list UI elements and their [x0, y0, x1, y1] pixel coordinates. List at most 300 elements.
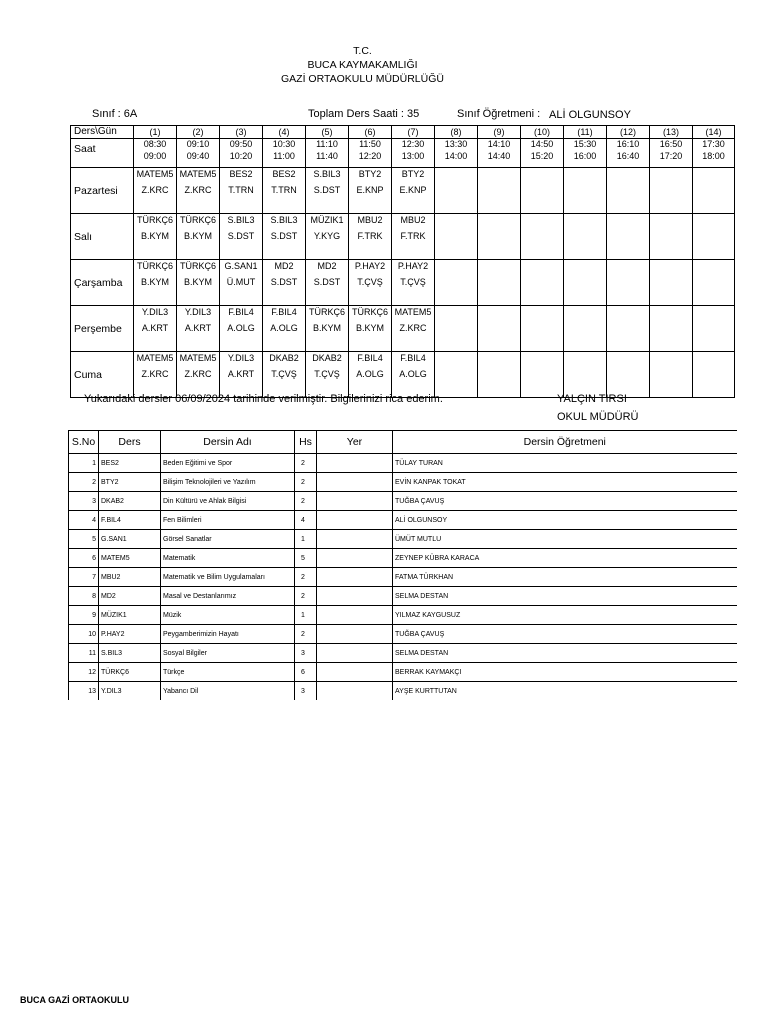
lesson-teacher: S.DST	[227, 231, 255, 241]
course-place	[317, 511, 393, 530]
lesson-cell	[564, 214, 607, 260]
course-code: BES2	[99, 454, 161, 473]
header-kaymakamlik: BUCA KAYMAKAMLIĞI	[307, 59, 418, 71]
lesson-cell	[650, 214, 693, 260]
lesson-cell	[521, 352, 564, 398]
period-time	[220, 139, 263, 168]
period-number: (10)	[521, 126, 564, 139]
lesson-cell	[607, 214, 650, 260]
lesson-cell	[693, 260, 735, 306]
lesson-cell	[693, 168, 735, 214]
lesson-cell	[392, 352, 435, 398]
period-time	[650, 139, 693, 168]
course-name: Görsel Sanatlar	[161, 530, 295, 549]
lesson-cell	[564, 352, 607, 398]
corner-cell: Ders\Gün	[71, 126, 134, 139]
lesson-cell	[134, 352, 177, 398]
course-place	[317, 530, 393, 549]
lesson-cell	[306, 352, 349, 398]
day-name: Salı	[71, 214, 134, 260]
course-teacher: FATMA TÜRKHAN	[393, 568, 737, 587]
lesson-teacher: T.ÇVŞ	[314, 369, 340, 379]
course-name: Yabancı Dil	[161, 682, 295, 701]
course-row	[69, 625, 737, 644]
header-hs: Hs	[295, 431, 317, 454]
lesson-teacher: B.KYM	[183, 231, 212, 241]
lesson-code: MATEM5	[136, 169, 174, 179]
course-name: Beden Eğitimi ve Spor	[161, 454, 295, 473]
period-end: 14:40	[487, 150, 511, 161]
lesson-teacher: A.OLG	[356, 369, 384, 379]
course-hs: 1	[295, 530, 317, 549]
lesson-teacher: T.TRN	[228, 185, 254, 195]
course-name: Matematik	[161, 549, 295, 568]
lesson-teacher: T.TRN	[271, 185, 297, 195]
period-end: 18:00	[702, 150, 725, 161]
period-end: 16:00	[573, 150, 597, 161]
course-hs: 2	[295, 587, 317, 606]
lesson-code: S.BIL3	[270, 215, 298, 225]
lesson-code: MD2	[317, 261, 337, 271]
lesson-cell	[392, 214, 435, 260]
lesson-code: MBU2	[400, 215, 426, 225]
period-number: (6)	[349, 126, 392, 139]
lesson-cell	[693, 352, 735, 398]
course-no: 10	[69, 625, 99, 644]
lesson-cell	[263, 352, 306, 398]
period-time	[564, 139, 607, 168]
lesson-cell	[435, 260, 478, 306]
lesson-teacher: T.ÇVŞ	[400, 277, 426, 287]
lesson-cell	[349, 352, 392, 398]
course-hs: 1	[295, 606, 317, 625]
period-start: 11:50	[359, 139, 381, 149]
course-place	[317, 663, 393, 682]
period-time	[392, 139, 435, 168]
period-start: 09:50	[229, 139, 253, 149]
course-row	[69, 568, 737, 587]
period-end: 09:00	[143, 150, 167, 161]
lesson-code: MATEM5	[136, 353, 174, 363]
course-list-header	[69, 431, 737, 454]
lesson-code: F.BIL4	[400, 353, 426, 363]
lesson-cell	[263, 168, 306, 214]
lesson-teacher: B.KYM	[140, 277, 169, 287]
course-place	[317, 587, 393, 606]
course-row	[69, 644, 737, 663]
lesson-teacher: Z.KRC	[184, 185, 212, 195]
header-teacher: Dersin Öğretmeni	[393, 431, 737, 454]
course-name: Masal ve Destanlarımız	[161, 587, 295, 606]
period-end: 16:40	[616, 150, 640, 161]
lesson-code: MATEM5	[394, 307, 432, 317]
lesson-teacher: A.OLG	[227, 323, 255, 333]
day-row	[71, 352, 735, 398]
lesson-code: MATEM5	[179, 169, 217, 179]
period-number: (9)	[478, 126, 521, 139]
lesson-cell	[220, 168, 263, 214]
course-no: 11	[69, 644, 99, 663]
lesson-code: Y.DIL3	[227, 353, 255, 363]
lesson-cell	[478, 260, 521, 306]
lesson-code: Y.DIL3	[184, 307, 212, 317]
lesson-cell	[177, 168, 220, 214]
course-row	[69, 663, 737, 682]
lesson-cell	[435, 168, 478, 214]
lesson-cell	[607, 352, 650, 398]
lesson-teacher: B.KYM	[312, 323, 341, 333]
course-name: Türkçe	[161, 663, 295, 682]
course-code: TÜRKÇ6	[99, 663, 161, 682]
principal-name: YALÇIN TIRSI	[557, 393, 627, 405]
lesson-code: F.BIL4	[228, 307, 254, 317]
lesson-code: BTY2	[358, 169, 382, 179]
course-teacher: TUĞBA ÇAVUŞ	[393, 625, 737, 644]
course-name: Fen Bilimleri	[161, 511, 295, 530]
lesson-cell	[650, 352, 693, 398]
course-hs: 6	[295, 663, 317, 682]
course-code: MATEM5	[99, 549, 161, 568]
lesson-teacher: T.ÇVŞ	[271, 369, 297, 379]
class-teacher-name: ALİ OLGUNSOY	[549, 109, 631, 121]
course-row	[69, 587, 737, 606]
period-number: (13)	[650, 126, 693, 139]
course-hs: 3	[295, 644, 317, 663]
lesson-cell	[177, 214, 220, 260]
lesson-cell	[435, 352, 478, 398]
lesson-cell	[521, 306, 564, 352]
lesson-cell	[349, 214, 392, 260]
lesson-cell	[650, 306, 693, 352]
course-name: Sosyal Bilgiler	[161, 644, 295, 663]
lesson-cell	[521, 214, 564, 260]
day-row	[71, 214, 735, 260]
course-teacher: EVİN KANPAK TOKAT	[393, 473, 737, 492]
header-place: Yer	[317, 431, 393, 454]
course-code: BTY2	[99, 473, 161, 492]
header-name: Dersin Adı	[161, 431, 295, 454]
course-hs: 4	[295, 511, 317, 530]
period-start: 09:10	[186, 139, 210, 149]
day-row	[71, 260, 735, 306]
course-teacher: TÜLAY TURAN	[393, 454, 737, 473]
course-teacher: ALİ OLGUNSOY	[393, 511, 737, 530]
course-place	[317, 473, 393, 492]
lesson-teacher: Ü.MUT	[226, 277, 256, 287]
lesson-code: DKAB2	[312, 353, 342, 363]
lesson-code: BES2	[272, 169, 296, 179]
period-start: 08:30	[143, 139, 167, 149]
period-time	[435, 139, 478, 168]
lesson-teacher: Z.KRC	[141, 369, 169, 379]
lesson-teacher: S.DST	[270, 231, 298, 241]
course-teacher: ÜMÜT MUTLU	[393, 530, 737, 549]
course-teacher: SELMA DESTAN	[393, 587, 737, 606]
period-start: 14:50	[530, 139, 554, 149]
lesson-code: G.SAN1	[224, 261, 258, 271]
lesson-code: TÜRKÇ6	[308, 307, 345, 317]
principal-title: OKUL MÜDÜRÜ	[557, 411, 639, 423]
course-row	[69, 473, 737, 492]
course-row	[69, 606, 737, 625]
period-time	[693, 139, 735, 168]
course-hs: 5	[295, 549, 317, 568]
course-no: 4	[69, 511, 99, 530]
period-start: 12:30	[401, 139, 425, 149]
header-code: Ders	[99, 431, 161, 454]
day-name: Çarşamba	[71, 260, 134, 306]
course-no: 2	[69, 473, 99, 492]
lesson-cell	[607, 306, 650, 352]
lesson-cell	[693, 306, 735, 352]
lesson-code: BTY2	[401, 169, 425, 179]
lesson-cell	[177, 260, 220, 306]
lesson-cell	[478, 214, 521, 260]
period-start: 13:30	[444, 139, 468, 149]
course-teacher: BERRAK KAYMAKÇI	[393, 663, 737, 682]
lesson-cell	[306, 306, 349, 352]
day-row	[71, 306, 735, 352]
lesson-cell	[607, 168, 650, 214]
course-row	[69, 511, 737, 530]
lesson-code: MÜZIK1	[310, 215, 344, 225]
lesson-cell	[134, 306, 177, 352]
period-start: 14:10	[487, 139, 511, 149]
period-time	[349, 139, 392, 168]
lesson-teacher: A.KRT	[141, 323, 169, 333]
lesson-code: TÜRKÇ6	[179, 215, 216, 225]
course-hs: 2	[295, 454, 317, 473]
period-start: 16:10	[616, 139, 640, 149]
lesson-code: TÜRKÇ6	[136, 261, 173, 271]
course-name: Din Kültürü ve Ahlak Bilgisi	[161, 492, 295, 511]
lesson-code: S.BIL3	[313, 169, 341, 179]
lesson-teacher: Z.KRC	[399, 323, 427, 333]
lesson-cell	[478, 306, 521, 352]
course-place	[317, 549, 393, 568]
header-tc: T.C.	[353, 45, 372, 57]
course-code: Y.DIL3	[99, 682, 161, 701]
period-end: 15:20	[530, 150, 554, 161]
lesson-teacher: E.KNP	[399, 185, 427, 195]
course-teacher: AYŞE KURTTUTAN	[395, 687, 457, 695]
day-name: Pazartesi	[71, 168, 134, 214]
lesson-teacher: A.KRT	[227, 369, 255, 379]
course-place	[317, 492, 393, 511]
lesson-cell	[435, 214, 478, 260]
course-code: DKAB2	[99, 492, 161, 511]
period-number: (2)	[177, 126, 220, 139]
period-end: 12:20	[358, 150, 382, 161]
weekly-timetable	[70, 125, 735, 398]
lesson-teacher: B.KYM	[355, 323, 384, 333]
class-label: Sınıf : 6A	[92, 108, 138, 120]
lesson-cell	[607, 260, 650, 306]
course-no: 9	[69, 606, 99, 625]
lesson-cell	[392, 260, 435, 306]
period-end: 17:20	[659, 150, 683, 161]
lesson-teacher: A.OLG	[270, 323, 298, 333]
lesson-code: BES2	[229, 169, 253, 179]
lesson-code: MATEM5	[179, 353, 217, 363]
lesson-cell	[134, 214, 177, 260]
lesson-teacher: E.KNP	[356, 185, 384, 195]
course-no: 3	[69, 492, 99, 511]
course-code: P.HAY2	[99, 625, 161, 644]
period-time	[478, 139, 521, 168]
course-no: 12	[69, 663, 99, 682]
period-number: (3)	[220, 126, 263, 139]
lesson-teacher: T.ÇVŞ	[357, 277, 383, 287]
period-header-row	[71, 126, 735, 139]
lesson-code: DKAB2	[269, 353, 299, 363]
lesson-cell	[564, 260, 607, 306]
class-teacher-label: Sınıf Öğretmeni :	[457, 108, 541, 120]
lesson-code: MBU2	[357, 215, 383, 225]
lesson-teacher: F.TRK	[400, 231, 426, 241]
lesson-code: TÜRKÇ6	[136, 215, 173, 225]
header-school: GAZİ ORTAOKULU MÜDÜRLÜĞÜ	[281, 73, 444, 85]
lesson-teacher: B.KYM	[140, 231, 169, 241]
course-name: Peygamberimizin Hayatı	[161, 625, 295, 644]
lesson-cell	[564, 168, 607, 214]
period-time	[134, 139, 177, 168]
lesson-cell	[220, 260, 263, 306]
period-number: (1)	[134, 126, 177, 139]
course-no: 5	[69, 530, 99, 549]
lesson-code: F.BIL4	[357, 353, 383, 363]
lesson-teacher: B.KYM	[183, 277, 212, 287]
course-hs: 2	[295, 568, 317, 587]
course-place	[317, 682, 393, 701]
period-start: 15:30	[573, 139, 597, 149]
lesson-cell	[521, 168, 564, 214]
lesson-teacher: S.DST	[313, 277, 341, 287]
lesson-teacher: F.TRK	[357, 231, 383, 241]
lesson-cell	[306, 214, 349, 260]
lesson-code: F.BIL4	[271, 307, 297, 317]
course-code: MD2	[99, 587, 161, 606]
course-code: MÜZIK1	[99, 606, 161, 625]
period-number: (11)	[564, 126, 607, 139]
period-time	[177, 139, 220, 168]
course-name: Müzik	[161, 606, 295, 625]
timetable-note: Yukarıdaki dersler 06/09/2024 tarihinde verilmiştir. Bilgilerinizi rica ederim.	[84, 393, 443, 405]
school-footer: BUCA GAZİ ORTAOKULU	[20, 995, 129, 1005]
lesson-cell	[306, 260, 349, 306]
day-row	[71, 168, 735, 214]
period-time	[263, 139, 306, 168]
period-number: (8)	[435, 126, 478, 139]
course-name: Bilişim Teknolojileri ve Yazılım	[161, 473, 295, 492]
lesson-cell	[521, 260, 564, 306]
period-end: 11:00	[273, 150, 295, 161]
period-time	[306, 139, 349, 168]
lesson-code: S.BIL3	[227, 215, 255, 225]
period-time	[607, 139, 650, 168]
course-teacher: SELMA DESTAN	[393, 644, 737, 663]
lesson-cell	[478, 352, 521, 398]
lesson-cell	[392, 168, 435, 214]
period-number: (5)	[306, 126, 349, 139]
period-number: (12)	[607, 126, 650, 139]
period-end: 10:20	[229, 150, 253, 161]
course-name: Matematik ve Bilim Uygulamaları	[161, 568, 295, 587]
lesson-code: MD2	[274, 261, 294, 271]
period-number: (7)	[392, 126, 435, 139]
period-end: 13:00	[401, 150, 425, 161]
time-row	[71, 139, 735, 168]
lesson-cell	[220, 306, 263, 352]
course-code: G.SAN1	[99, 530, 161, 549]
lesson-cell	[263, 260, 306, 306]
course-row	[69, 549, 737, 568]
course-list-table	[68, 430, 737, 700]
lesson-cell	[134, 260, 177, 306]
lesson-cell	[263, 214, 306, 260]
course-no: 6	[69, 549, 99, 568]
lesson-teacher: A.OLG	[399, 369, 427, 379]
course-no: 1	[69, 454, 99, 473]
course-row	[69, 530, 737, 549]
course-no: 13	[69, 682, 99, 701]
course-no: 7	[69, 568, 99, 587]
lesson-cell	[693, 214, 735, 260]
course-teacher: ZEYNEP KÜBRA KARACA	[393, 549, 737, 568]
period-end: 14:00	[444, 150, 468, 161]
course-place	[317, 606, 393, 625]
lesson-cell	[349, 306, 392, 352]
lesson-cell	[564, 306, 607, 352]
lesson-code: TÜRKÇ6	[179, 261, 216, 271]
lesson-cell	[650, 168, 693, 214]
lesson-code: P.HAY2	[397, 261, 429, 271]
course-code: F.BIL4	[99, 511, 161, 530]
total-hours-label: Toplam Ders Saati : 35	[308, 108, 420, 120]
lesson-cell	[220, 214, 263, 260]
lesson-cell	[349, 260, 392, 306]
course-row	[69, 454, 737, 473]
lesson-cell	[349, 168, 392, 214]
course-hs: 2	[295, 492, 317, 511]
course-hs: 2	[295, 473, 317, 492]
lesson-code: TÜRKÇ6	[351, 307, 388, 317]
course-place	[317, 568, 393, 587]
header-no: S.No	[69, 431, 99, 454]
lesson-cell	[650, 260, 693, 306]
period-end: 11:40	[316, 150, 338, 161]
lesson-code: Y.DIL3	[141, 307, 169, 317]
lesson-cell	[435, 306, 478, 352]
course-code: MBU2	[99, 568, 161, 587]
course-no: 8	[69, 587, 99, 606]
lesson-cell	[306, 168, 349, 214]
lesson-code: P.HAY2	[354, 261, 386, 271]
period-start: 11:10	[316, 139, 338, 149]
course-hs: 2	[295, 625, 317, 644]
period-number: (14)	[693, 126, 735, 139]
period-end: 09:40	[186, 150, 210, 161]
lesson-cell	[478, 168, 521, 214]
course-teacher: TUĞBA ÇAVUŞ	[393, 492, 737, 511]
period-start: 16:50	[659, 139, 683, 149]
course-row	[69, 682, 737, 701]
day-name: Perşembe	[71, 306, 134, 352]
lesson-teacher: Z.KRC	[141, 185, 169, 195]
period-number: (4)	[263, 126, 306, 139]
lesson-teacher: Y.KYG	[313, 231, 341, 241]
course-hs: 3	[295, 682, 317, 701]
